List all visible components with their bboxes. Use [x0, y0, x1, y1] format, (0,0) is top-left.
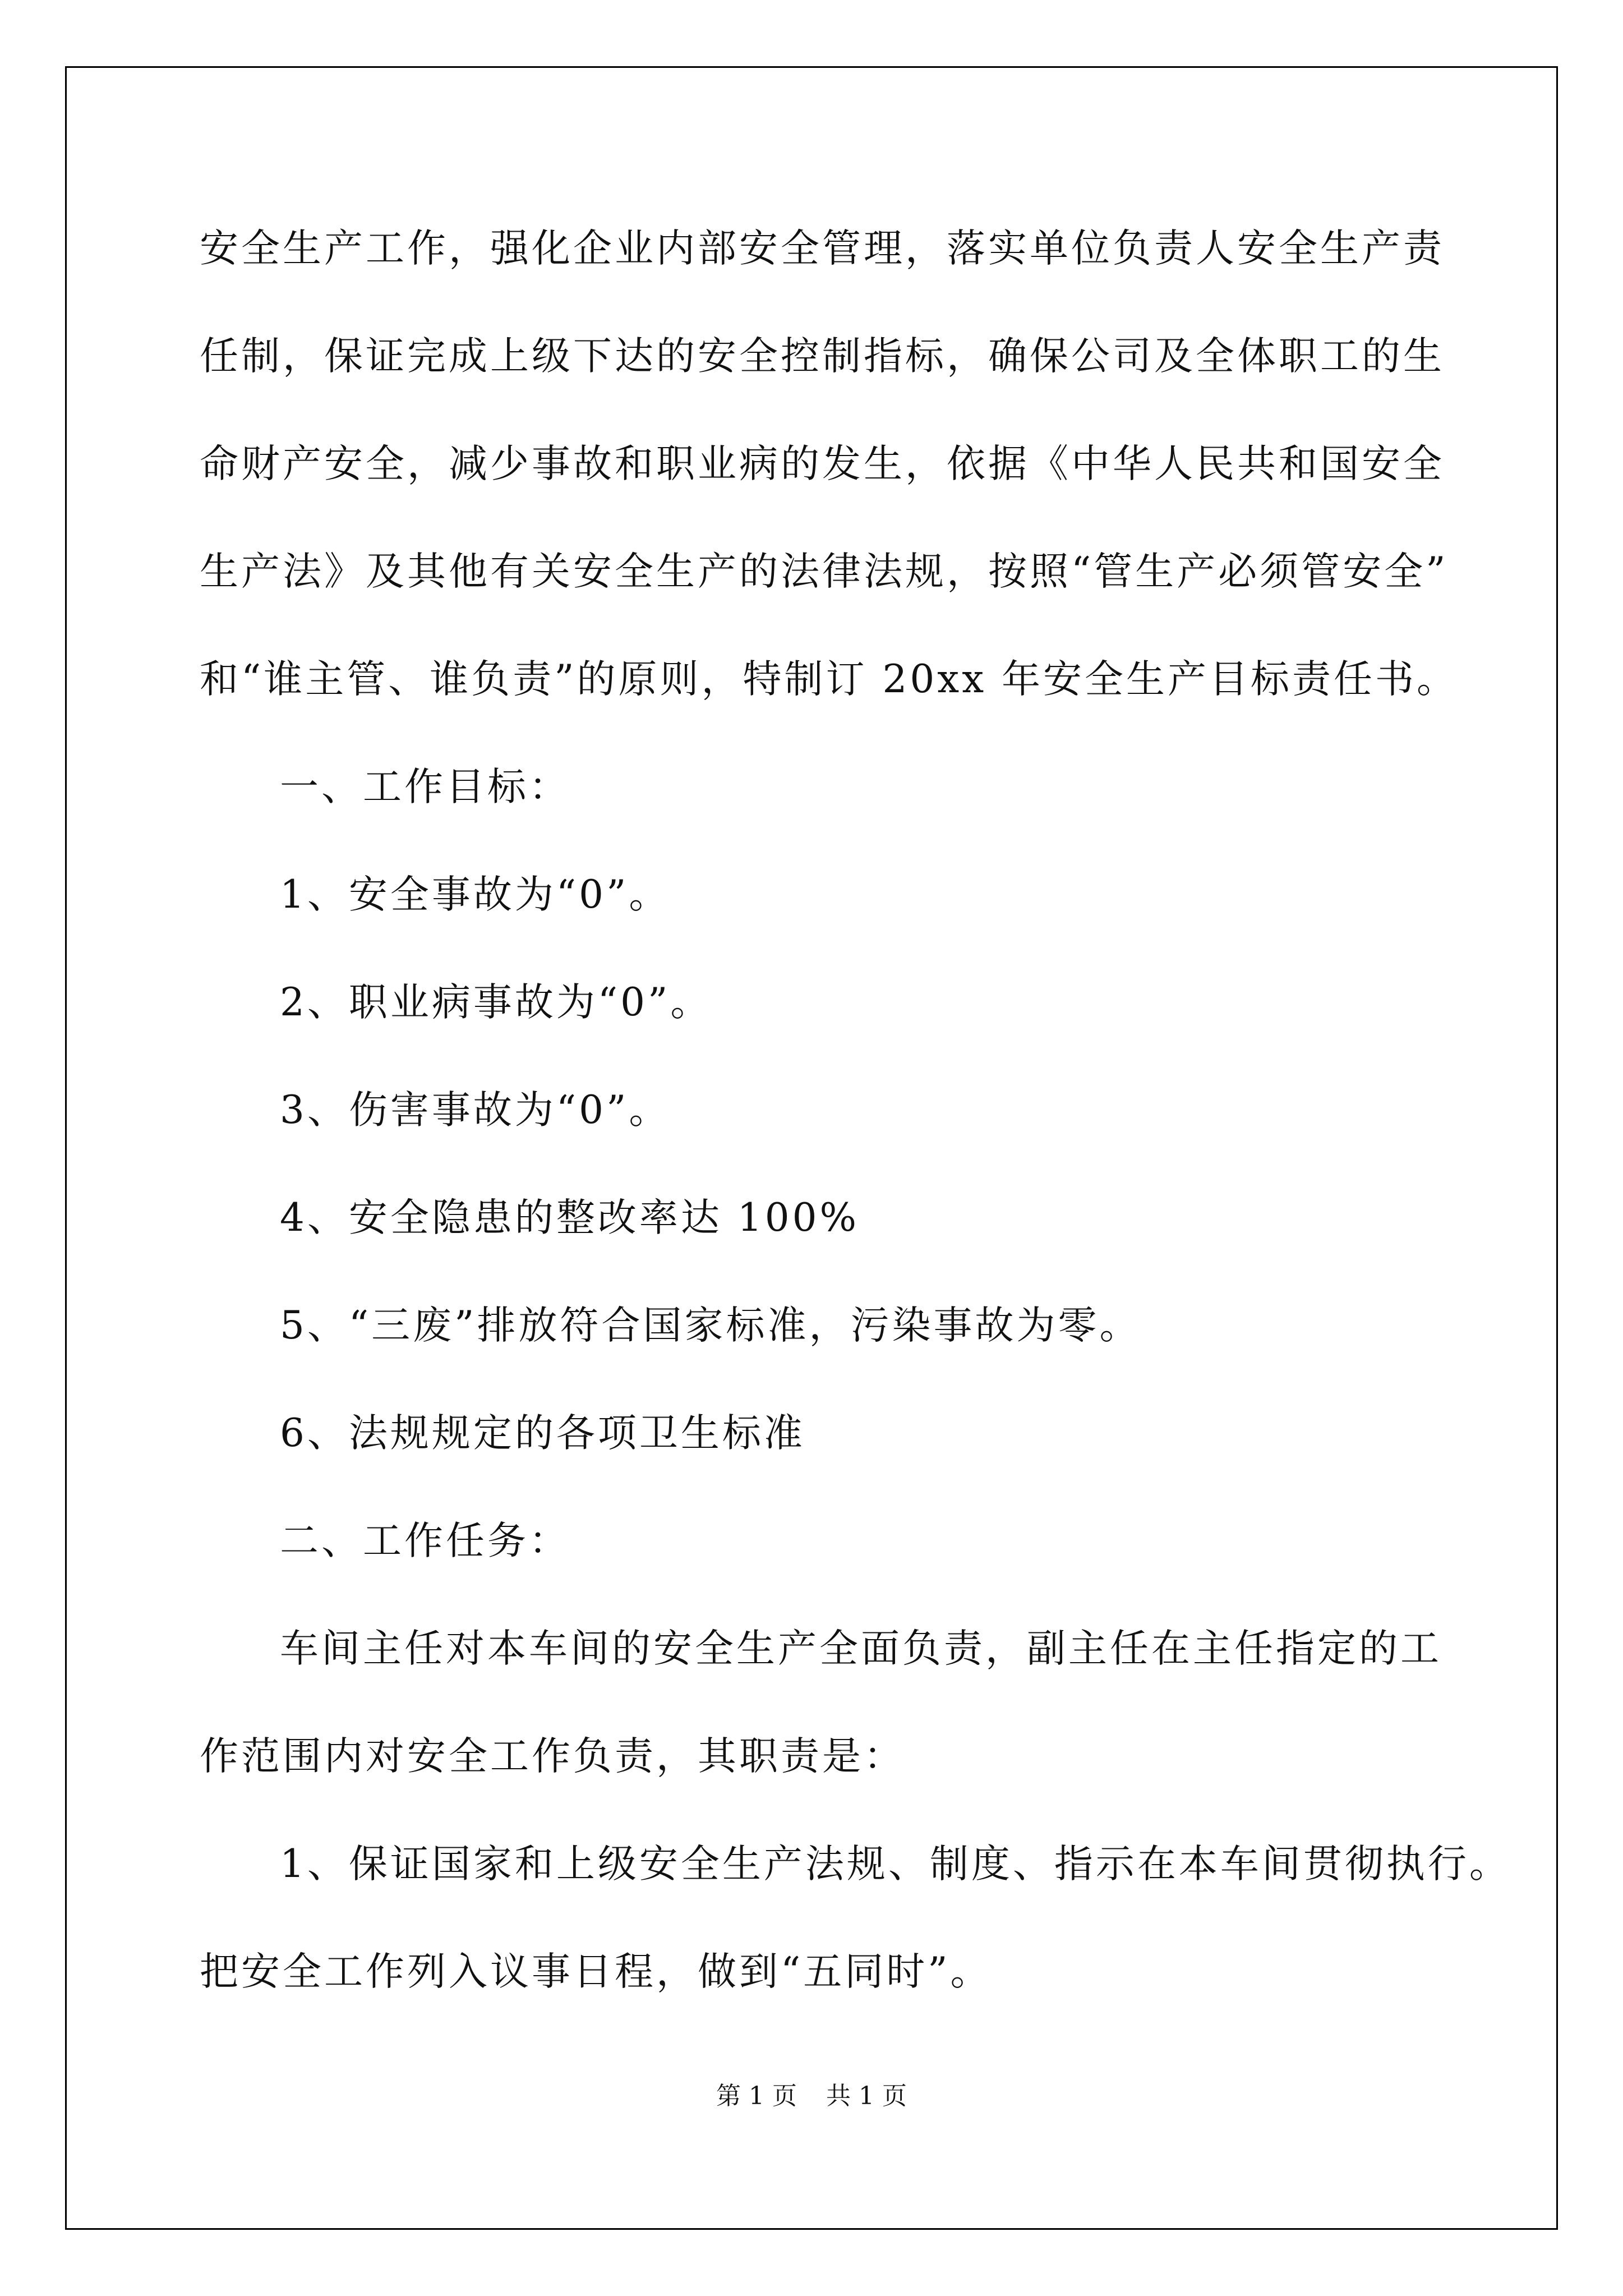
list-item: 4、安全隐患的整改率达 100% — [280, 1195, 860, 1240]
page-footer — [0, 2082, 1623, 2110]
paragraph-line: 命财产安全，减少事故和职业病的发生，依据《中华人民共和国安全 — [200, 441, 1445, 486]
paragraph-line: 把安全工作列入议事日程，做到“五同时”。 — [200, 1949, 992, 1994]
page-number: 第 1 页 — [716, 2082, 797, 2110]
paragraph-line: 任制，保证完成上级下达的安全控制指标，确保公司及全体职工的生 — [200, 334, 1445, 379]
page-total: 共 1 页 — [826, 2082, 907, 2110]
list-item: 2、职业病事故为“0”。 — [280, 980, 712, 1025]
section-heading: 二、工作任务： — [280, 1519, 570, 1563]
paragraph-line: 和“谁主管、谁负责”的原则，特制订 20xx 年安全生产目标责任书。 — [200, 657, 1459, 702]
list-item: 1、安全事故为“0”。 — [280, 872, 671, 917]
paragraph-line: 安全生产工作，强化企业内部安全管理，落实单位负责人安全生产责 — [200, 226, 1445, 271]
paragraph-line: 生产法》及其他有关安全生产的法律法规，按照“管生产必须管安全” — [200, 549, 1449, 594]
list-item: 3、伤害事故为“0”。 — [280, 1088, 671, 1133]
section-heading: 一、工作目标： — [280, 765, 570, 809]
paragraph-line: 作范围内对安全工作负责，其职责是： — [200, 1734, 905, 1779]
list-item: 1、保证国家和上级安全生产法规、制度、指示在本车间贯彻执行。 — [280, 1842, 1511, 1887]
list-item: 5、“三废”排放符合国家标准，污染事故为零。 — [280, 1303, 1141, 1348]
list-item: 6、法规规定的各项卫生标准 — [280, 1411, 805, 1456]
page-border — [65, 66, 1558, 2230]
paragraph-line: 车间主任对本车间的安全生产全面负责，副主任在主任指定的工 — [280, 1626, 1442, 1671]
